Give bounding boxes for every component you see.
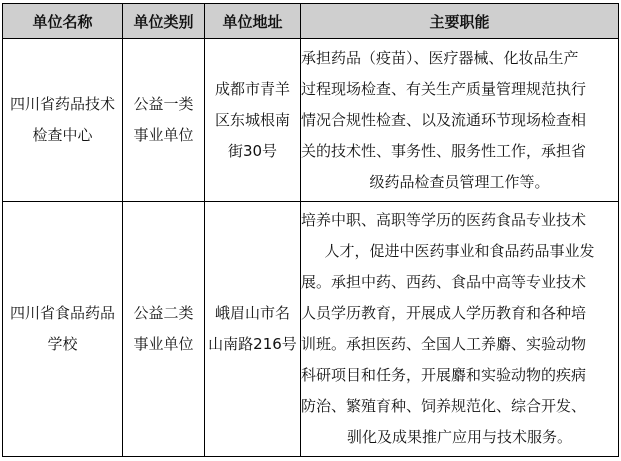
unit-type-line: 事业单位 — [133, 126, 194, 144]
function-line: 展。承担中药、西药、食品中高等专业技术 — [301, 273, 587, 291]
unit-address-cell — [205, 39, 301, 202]
units-table — [2, 3, 619, 457]
header-unit-type: 单位类别 — [123, 4, 205, 39]
unit-type-cell — [123, 39, 205, 202]
header-unit-name: 单位名称 — [3, 4, 123, 39]
unit-name-cell — [3, 39, 123, 202]
header-main-functions: 主要职能 — [301, 4, 619, 39]
unit-type-line: 公益一类 — [133, 95, 194, 113]
function-line: 培养中职、高职等学历的医药食品专业技术 — [301, 211, 587, 229]
unit-name-line: 四川省药品技术 — [9, 95, 115, 113]
unit-name-cell — [3, 202, 123, 457]
unit-address-line: 区东城根南 — [214, 110, 290, 129]
unit-name-line: 检查中心 — [32, 126, 93, 144]
unit-name-line: 学校 — [47, 335, 78, 353]
header-unit-address: 单位地址 — [205, 4, 301, 39]
unit-address-line: 峨眉山市名 — [214, 304, 290, 322]
unit-address-line: 街30号 — [227, 141, 278, 160]
unit-type-line: 事业单位 — [133, 335, 194, 353]
unit-address-line: 成都市青羊 — [214, 79, 290, 98]
header-row — [3, 4, 619, 39]
function-line: 人员学历教育，开展成人学历教育和各种培 — [301, 304, 587, 322]
function-line: 人才，促进中医药事业和食品药品事业发 — [324, 242, 595, 260]
function-line: 驯化及成果推广应用与技术服务。 — [346, 428, 572, 446]
table-row — [3, 202, 619, 457]
unit-name-line: 四川省食品药品 — [9, 304, 115, 322]
function-line: 训班。承担医药、全国人工养麝、实验动物 — [301, 335, 587, 353]
function-line: 情况合规性检查、以及流通环节现场检查相 — [301, 110, 587, 129]
unit-type-line: 公益二类 — [133, 304, 194, 322]
function-line: 过程现场检查、有关生产质量管理规范执行 — [301, 79, 587, 98]
unit-functions-cell — [301, 202, 619, 457]
function-line: 级药品检查员管理工作等。 — [369, 172, 550, 191]
function-line: 科研项目和任务，开展麝和实验动物的疾病 — [301, 366, 587, 384]
function-line: 关的技术性、事务性、服务性工作，承担省 — [301, 141, 587, 160]
unit-type-cell — [123, 202, 205, 457]
unit-functions-cell — [301, 39, 619, 202]
function-line: 承担药品（疫苗）、医疗器械、化妆品生产 — [301, 48, 579, 67]
unit-address-cell — [205, 202, 301, 457]
unit-address-line: 山南路216号 — [208, 335, 297, 353]
table-row — [3, 39, 619, 202]
function-line: 防治、繁殖育种、饲养规范化、综合开发、 — [301, 397, 587, 415]
